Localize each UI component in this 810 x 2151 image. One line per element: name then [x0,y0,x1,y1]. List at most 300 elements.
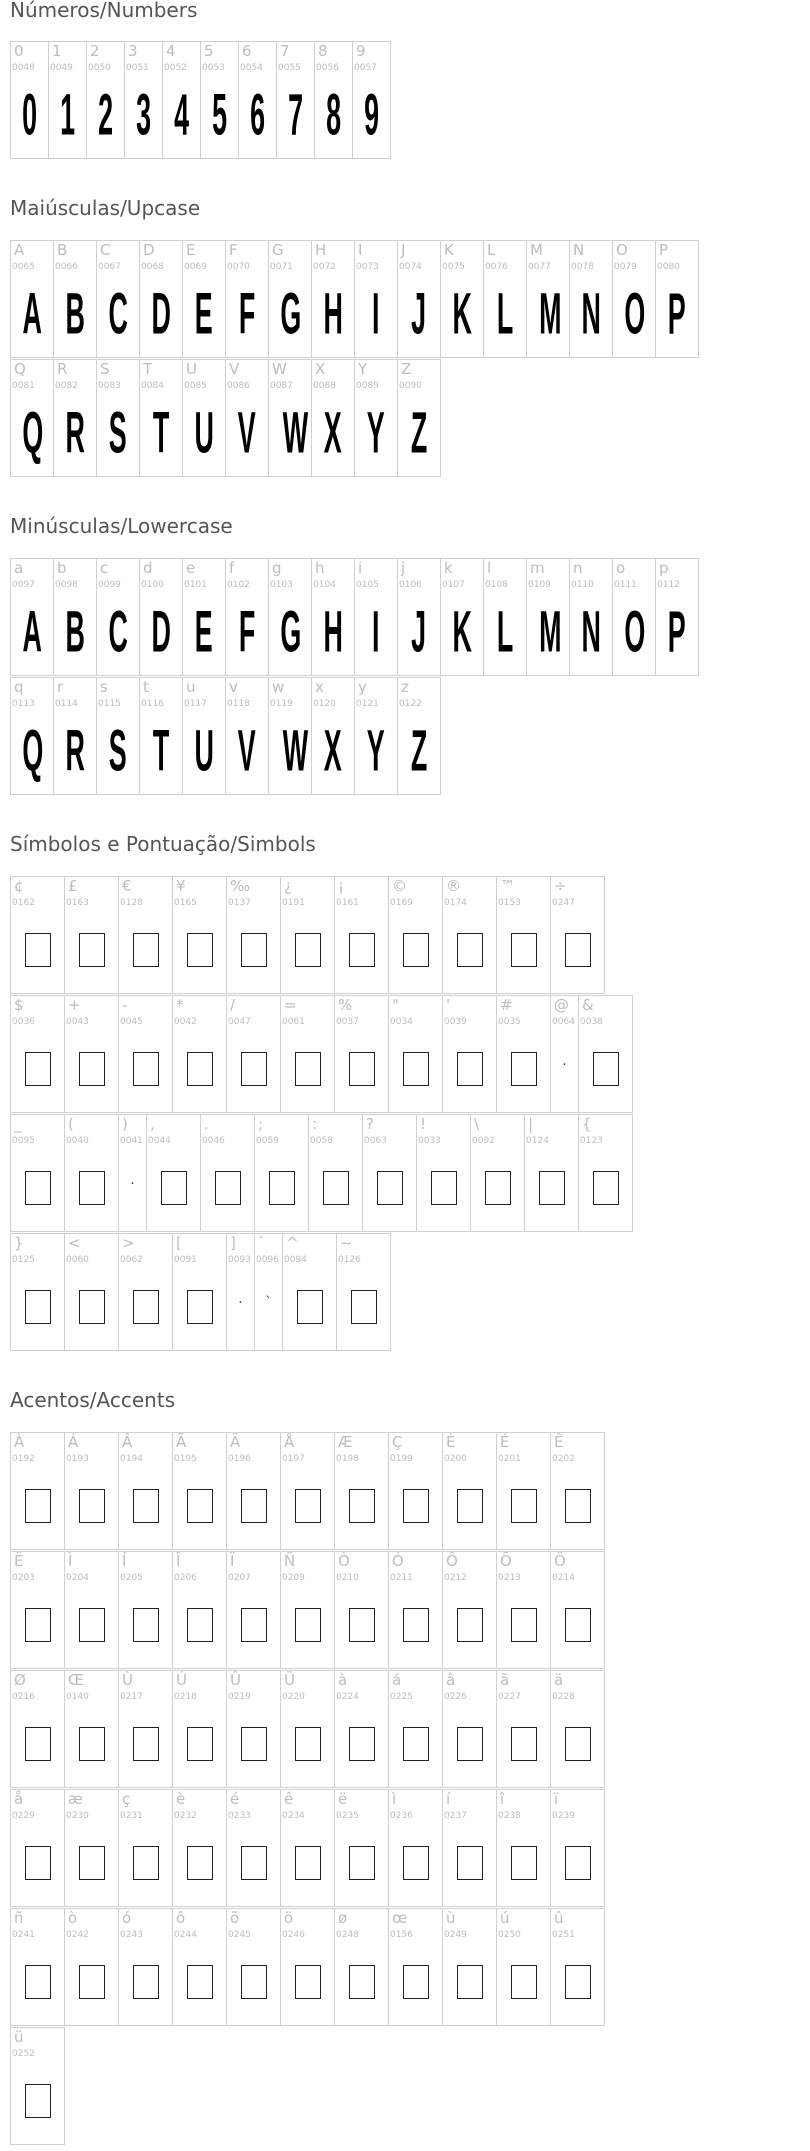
character-code: 0191 [282,898,305,908]
glyph-cell [10,1233,65,1351]
glyph-sample: N [581,598,601,665]
missing-glyph-box [457,1727,483,1761]
character-code: 0126 [338,1255,361,1265]
missing-glyph-box [187,1489,213,1523]
character-code: 0035 [498,1017,521,1027]
character-label: q [14,678,24,696]
missing-glyph-box [241,1052,267,1086]
character-label: F [229,241,238,259]
character-label: õ [230,1909,240,1927]
character-code: 0118 [227,699,250,709]
glyph-dot: · [562,1057,567,1073]
missing-glyph-box [79,1052,105,1086]
character-label: U [186,360,197,378]
character-code: 0203 [12,1573,35,1583]
character-code: 0116 [141,699,164,709]
glyph-cell [172,876,227,994]
glyph-cell [226,1233,255,1351]
glyph-cell [64,1670,119,1788]
character-label: { [582,1115,592,1133]
glyph-cell [118,1670,173,1788]
character-label: X [315,360,326,378]
glyph-cell [64,1551,119,1669]
character-code: 0242 [66,1930,89,1940]
character-label: á [392,1671,402,1689]
glyph-cell [10,995,65,1113]
glyph-sample: T [152,717,170,784]
character-code: 0057 [354,63,377,73]
character-code: 0063 [364,1136,387,1146]
missing-glyph-box [511,1489,537,1523]
character-label: Ñ [284,1552,296,1570]
missing-glyph-box [403,1489,429,1523]
glyph-sample: F [238,598,256,665]
missing-glyph-box [457,1846,483,1880]
character-label: Ë [14,1552,24,1570]
character-code: 0214 [552,1573,575,1583]
glyph-cell [10,1114,65,1232]
character-code: 0199 [390,1454,413,1464]
glyph-sample: H [323,598,343,665]
glyph-row [10,558,698,676]
glyph-cell [139,359,183,477]
missing-glyph-box [295,1727,321,1761]
character-label: x [315,678,324,696]
glyph-cell [10,1551,65,1669]
missing-glyph-box [187,1290,213,1324]
character-code: 0042 [174,1017,197,1027]
character-label: 6 [242,42,252,60]
character-code: 0211 [390,1573,413,1583]
missing-glyph-box [25,1727,51,1761]
character-label: < [68,1234,81,1252]
glyph-sample: C [108,280,128,347]
glyph-cell [268,558,312,676]
character-label: ‰ [230,877,251,895]
character-code: 0216 [12,1692,35,1702]
missing-glyph-box [25,933,51,967]
missing-glyph-box [25,2084,51,2118]
glyph-cell [118,1432,173,1550]
glyph-cell [550,876,605,994]
character-code: 0232 [174,1811,197,1821]
glyph-cell [550,1789,605,1907]
glyph-row [10,876,604,994]
glyph-sample: F [238,280,256,347]
character-label: s [100,678,108,696]
character-code: 0198 [336,1454,359,1464]
missing-glyph-box [457,1489,483,1523]
character-code: 0039 [444,1017,467,1027]
character-code: 0217 [120,1692,143,1702]
character-label: Ò [338,1552,350,1570]
glyph-cell [182,677,226,795]
character-code: 0245 [228,1930,251,1940]
glyph-sample: Y [367,399,385,466]
character-label: Q [14,360,26,378]
character-code: 0234 [282,1811,305,1821]
missing-glyph-box [565,1608,591,1642]
character-code: 0200 [444,1454,467,1464]
glyph-sample: N [581,280,601,347]
character-label: ï [554,1790,559,1808]
section-title-numbers: Números/Numbers [10,0,198,22]
glyph-cell [226,876,281,994]
character-code: 0078 [571,262,594,272]
missing-glyph-box [403,1727,429,1761]
character-label: 5 [204,42,214,60]
character-label: j [401,559,406,577]
glyph-sample: G [280,280,302,347]
character-label: Å [284,1433,295,1451]
missing-glyph-box [133,933,159,967]
glyph-cell [388,1908,443,2026]
character-code: 0055 [278,63,301,73]
character-label: ] [230,1234,236,1252]
character-code: 0077 [528,262,551,272]
missing-glyph-box [403,933,429,967]
missing-glyph-box [511,933,537,967]
glyph-cell [225,240,269,358]
missing-glyph-box [349,933,375,967]
character-label: ì [392,1790,397,1808]
glyph-cell [268,240,312,358]
glyph-row [10,1114,632,1232]
glyph-cell [354,677,398,795]
character-code: 0109 [528,580,551,590]
glyph-cell [226,1908,281,2026]
character-label: Ù [122,1671,133,1689]
missing-glyph-box [295,1965,321,1999]
character-label: " [392,996,399,1014]
glyph-cell [226,1670,281,1788]
glyph-sample: Z [410,717,428,784]
character-code: 0108 [485,580,508,590]
character-code: 0066 [55,262,78,272]
glyph-sample: 3 [136,81,151,148]
character-code: 0228 [552,1692,575,1702]
character-code: 0248 [336,1930,359,1940]
glyph-sample: D [151,598,171,665]
missing-glyph-box [25,1489,51,1523]
glyph-cell [96,558,140,676]
character-code: 0103 [270,580,293,590]
glyph-cell [64,1233,119,1351]
character-label: : [312,1115,318,1133]
character-label: 8 [318,42,328,60]
character-label: a [14,559,24,577]
glyph-cell [311,677,355,795]
glyph-cell [172,1670,227,1788]
glyph-sample: C [108,598,128,665]
glyph-sample: 7 [288,81,303,148]
glyph-cell [280,1551,335,1669]
glyph-cell [280,1789,335,1907]
character-label: 3 [128,42,138,60]
character-label: ô [176,1909,186,1927]
character-label: g [272,559,282,577]
section-title-accents: Acentos/Accents [10,1388,176,1412]
glyph-cell [53,558,97,676]
missing-glyph-box [295,1608,321,1642]
missing-glyph-box [161,1171,187,1205]
glyph-cell [282,1233,337,1351]
glyph-cell [172,1233,227,1351]
glyph-cell [139,240,183,358]
missing-glyph-box [457,1608,483,1642]
character-code: 0165 [174,898,197,908]
glyph-cell [268,359,312,477]
character-label: Î [176,1552,181,1570]
character-label: è [176,1790,186,1808]
character-code: 0034 [390,1017,413,1027]
missing-glyph-box [457,933,483,967]
glyph-cell [10,1908,65,2026]
character-code: 0064 [552,1017,575,1027]
glyph-cell [53,359,97,477]
character-code: 0049 [50,63,73,73]
missing-glyph-box [297,1290,323,1324]
character-code: 0079 [614,262,637,272]
missing-glyph-box [269,1171,295,1205]
glyph-sample: 5 [212,81,227,148]
glyph-sample: 8 [326,81,341,148]
character-code: 0037 [336,1017,359,1027]
missing-glyph-box [295,1846,321,1880]
glyph-cell [569,558,613,676]
glyph-cell [550,1670,605,1788]
missing-glyph-box [25,1846,51,1880]
character-label: Û [230,1671,241,1689]
character-code: 0241 [12,1930,35,1940]
missing-glyph-box [79,1846,105,1880]
character-code: 0224 [336,1692,359,1702]
character-label: c [100,559,109,577]
character-label: r [57,678,64,696]
character-label: € [122,877,132,895]
glyph-sample: E [195,280,213,347]
character-code: 0225 [390,1692,413,1702]
glyph-row [10,1670,604,1788]
character-code: 0119 [270,699,293,709]
character-code: 0107 [442,580,465,590]
glyph-cell [280,876,335,994]
missing-glyph-box [377,1171,403,1205]
glyph-cell [388,876,443,994]
glyph-cell [53,677,97,795]
glyph-row [10,2027,64,2145]
character-label: v [229,678,238,696]
character-label: ¿ [284,877,292,895]
character-label: @ [554,996,569,1014]
missing-glyph-box [133,1846,159,1880]
character-label: Ø [14,1671,26,1689]
character-code: 0235 [336,1811,359,1821]
glyph-cell [362,1114,417,1232]
character-label: ` [258,1234,266,1252]
glyph-cell [10,2027,65,2145]
glyph-cell [354,240,398,358]
glyph-sample: J [411,280,427,347]
character-label: Z [401,360,412,378]
missing-glyph-box [79,933,105,967]
glyph-cell [139,677,183,795]
character-label: ü [14,2028,24,2046]
character-code: 0062 [120,1255,143,1265]
glyph-sample: 1 [60,81,75,148]
character-label: } [14,1234,24,1252]
character-label: n [573,559,583,577]
glyph-cell [254,1114,309,1232]
character-label: G [272,241,284,259]
character-label: Ç [392,1433,403,1451]
character-code: 0206 [174,1573,197,1583]
character-code: 0174 [444,898,467,908]
missing-glyph-box [565,933,591,967]
character-label: ú [500,1909,510,1927]
character-label: â [446,1671,456,1689]
glyph-cell [10,1432,65,1550]
character-label: ^ [286,1234,299,1252]
missing-glyph-box [187,933,213,967]
glyph-cell [496,1432,551,1550]
character-code: 0252 [12,2049,35,2059]
character-code: 0053 [202,63,225,73]
glyph-cell [388,1551,443,1669]
missing-glyph-box [241,1965,267,1999]
glyph-cell [238,41,277,159]
character-label: ¡ [338,877,345,895]
glyph-cell [48,41,87,159]
character-code: 0220 [282,1692,305,1702]
character-code: 0040 [66,1136,89,1146]
character-code: 0205 [120,1573,143,1583]
character-code: 0111 [614,580,637,590]
character-label: = [284,996,297,1014]
glyph-cell [354,359,398,477]
character-label: ( [68,1115,74,1133]
character-code: 0113 [12,699,35,709]
character-label: à [338,1671,348,1689]
glyph-row [10,41,390,159]
missing-glyph-box [187,1727,213,1761]
glyph-cell [118,1789,173,1907]
character-label: Á [68,1433,79,1451]
glyph-sample: A [22,598,42,665]
glyph-sample: O [624,598,646,665]
glyph-cell [64,1432,119,1550]
section-title-lowercase: Minúsculas/Lowercase [10,514,233,538]
character-code: 0094 [284,1255,307,1265]
glyph-cell [182,558,226,676]
character-label: © [392,877,407,895]
character-code: 0097 [12,580,35,590]
character-label: . [204,1115,209,1133]
character-code: 0115 [98,699,121,709]
missing-glyph-box [79,1727,105,1761]
character-code: 0099 [98,580,121,590]
character-label: z [401,678,409,696]
character-label: i [358,559,363,577]
missing-glyph-box [25,1052,51,1086]
character-label: - [122,996,128,1014]
glyph-tick: ` [265,1295,272,1311]
glyph-sample: A [22,280,42,347]
character-code: 0236 [390,1811,413,1821]
character-label: ¢ [14,877,24,895]
glyph-cell [440,558,484,676]
glyph-row [10,359,440,477]
glyph-row [10,240,698,358]
glyph-cell [10,41,49,159]
character-code: 0096 [256,1255,279,1265]
glyph-cell [550,1551,605,1669]
missing-glyph-box [79,1290,105,1324]
missing-glyph-box [403,1846,429,1880]
glyph-sample: Z [410,399,428,466]
glyph-cell [354,558,398,676]
character-label: J [401,241,406,259]
glyph-sample: M [539,280,562,347]
glyph-cell [442,876,497,994]
character-label: ™ [500,877,515,895]
character-label: H [315,241,327,259]
character-code: 0249 [444,1930,467,1940]
character-code: 0153 [498,898,521,908]
glyph-cell [526,558,570,676]
character-code: 0156 [390,1930,413,1940]
character-code: 0054 [240,63,263,73]
missing-glyph-box [349,1846,375,1880]
glyph-sample: X [324,399,342,466]
glyph-dot: · [238,1295,243,1311]
character-code: 0201 [498,1454,521,1464]
character-code: 0246 [282,1930,305,1940]
missing-glyph-box [349,1489,375,1523]
character-label: S [100,360,110,378]
missing-glyph-box [25,1290,51,1324]
missing-glyph-box [457,1965,483,1999]
glyph-cell [280,1908,335,2026]
glyph-cell [442,1789,497,1907]
character-label: * [176,996,184,1014]
glyph-sample: G [280,598,302,665]
character-code: 0237 [444,1811,467,1821]
character-label: f [229,559,235,577]
character-code: 0084 [141,381,164,391]
glyph-cell [550,1432,605,1550]
glyph-sample: Q [22,717,44,784]
character-code: 0073 [356,262,379,272]
character-code: 0104 [313,580,336,590]
character-code: 0060 [66,1255,89,1265]
missing-glyph-box [593,1171,619,1205]
glyph-sample: D [151,280,171,347]
character-code: 0169 [390,898,413,908]
glyph-sample: 9 [364,81,379,148]
character-label: û [554,1909,564,1927]
character-label: A [14,241,25,259]
character-code: 0251 [552,1930,575,1940]
glyph-cell [470,1114,525,1232]
character-label: ; [258,1115,264,1133]
character-code: 0194 [120,1454,143,1464]
character-code: 0051 [126,63,149,73]
glyph-cell [397,240,441,358]
missing-glyph-box [133,1489,159,1523]
section-title-upcase: Maiúsculas/Upcase [10,196,201,220]
character-code: 0124 [526,1136,549,1146]
